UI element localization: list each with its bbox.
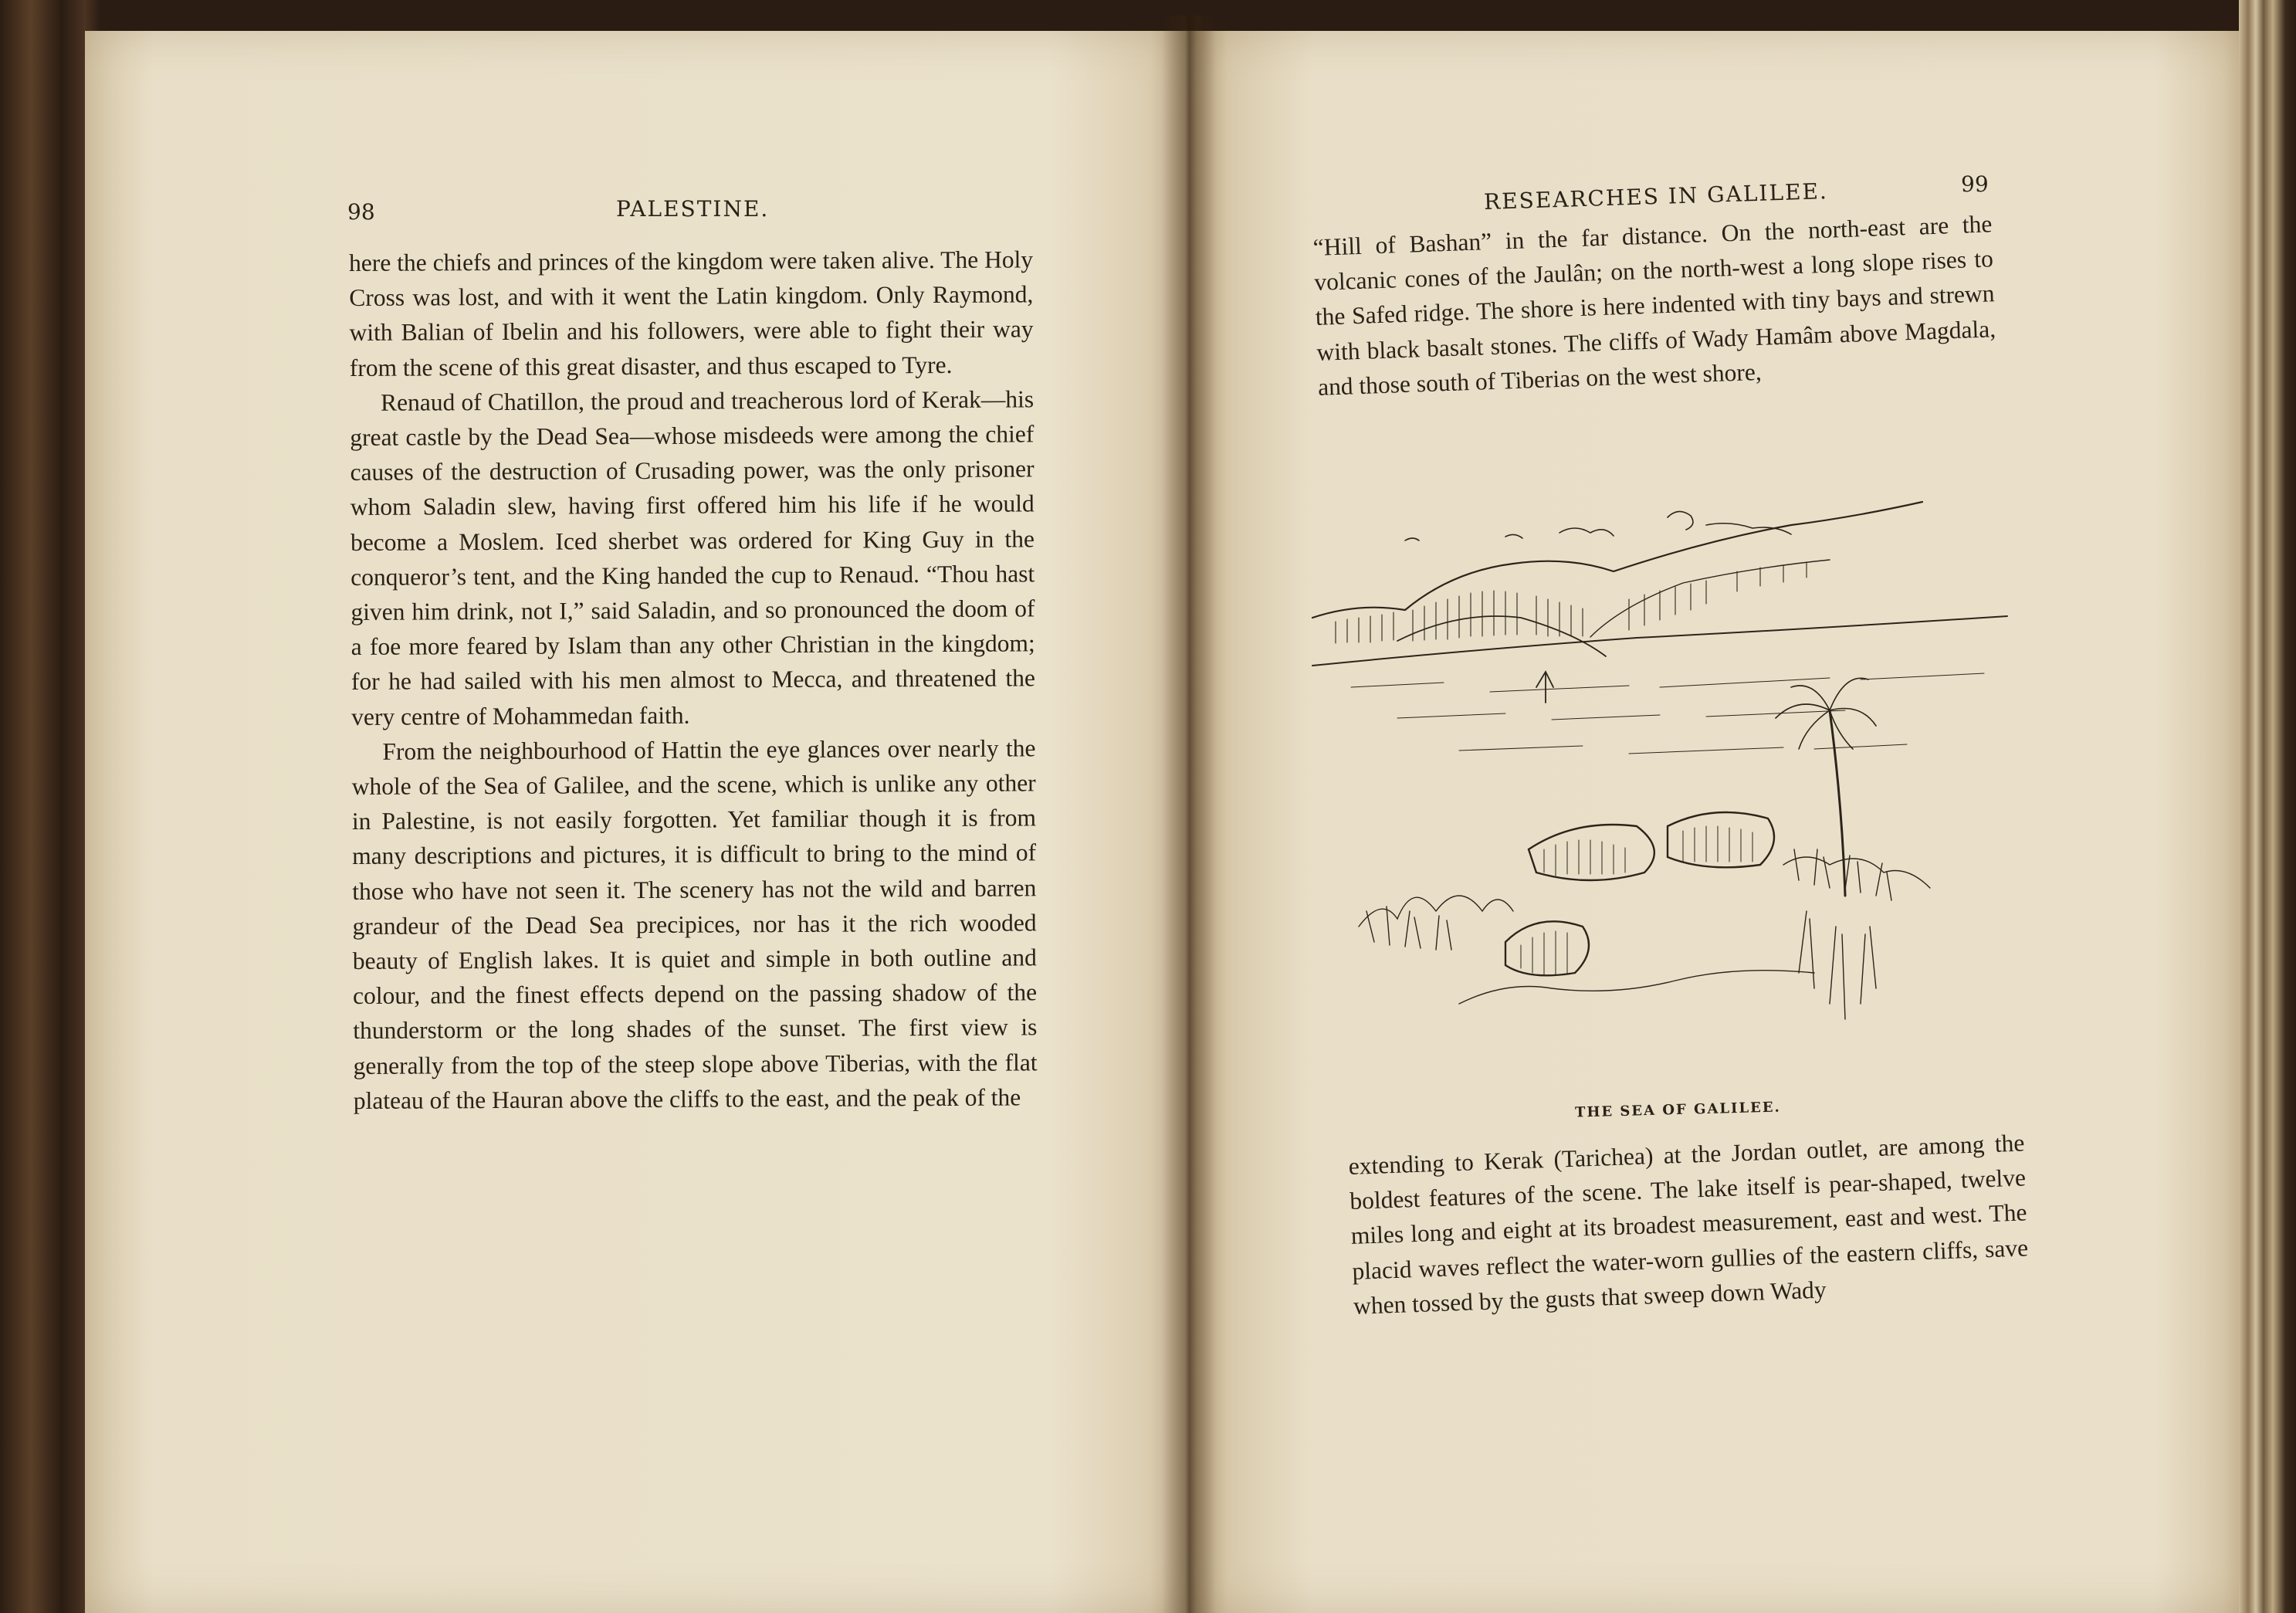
right-running-head: RESEARCHES IN GALILEE. bbox=[1483, 178, 1829, 215]
left-running-head: PALESTINE. bbox=[616, 196, 770, 222]
paragraph: From the neighbourhood of Hattin the eye glances over nearly the whole of the Sea of Galilee, and the scene, which is unlike any other in Palestine, is not easily forgotten. Yet familiar though it is from many descriptions and pictures, it is difficult to bring to the mind of those who have not seen it. The scenery has not the wild and barren grandeur of the Dead Sea precipices, nor has it the rich wooded beauty of English lakes. It is quiet and simple in both outline and colour, and the finest effects depend on the passing shadow of the thunderstorm or the long shades of the sunset. The first view is generally from the top of the steep slope above Tiberias, with the flat plateau of the Hauran above the cliffs to the east, and the peak of the bbox=[351, 734, 1038, 1114]
paragraph: here the chiefs and princes of the kingdom were taken alive. The Holy Cross was lost, and with it went the Latin kingdom. Only Raymond, with Balian of Ibelin and his followers, were able to fight their way from the scene of this great disaster, and thus escaped to Tyre. bbox=[349, 246, 1034, 381]
paragraph: Renaud of Chatillon, the proud and treacherous lord of Kerak—his great castle by the Dead Sea—whose misdeeds were among the chief causes of the destruction of Crusading power, was the only prisoner whom Saladin slew, having first offered him his life if he would become a Moslem. Iced sherbet was ordered for King Guy in the conqueror’s tent, and the King handed the cup to Renaud. “Thou hast given him drink, not I,” said Saladin, and so pronounced the doom of a foe more feared by Islam than any other Christian in the kingdom; for he had sailed with his men almost to Mecca, and threatened the very centre of Mohammedan faith. bbox=[350, 385, 1036, 730]
left-page-body bbox=[349, 242, 1038, 1118]
paragraph: “Hill of Bashan” in the far distance. On the north-east are the volcanic cones of the Jaulân; on the north-west a long slope rises to the Safed ridge. The shore is here indented with tiny bays and strewn with black basalt stones. The cliffs of Wady Hamâm above Magdala, and those south of Tiberias on the west shore, bbox=[1312, 210, 1996, 401]
right-page-top-text bbox=[1312, 206, 1997, 405]
left-page-number: 98 bbox=[347, 199, 375, 225]
illustration-caption: THE SEA OF GALILEE. bbox=[1574, 1099, 1782, 1121]
paragraph: extending to Kerak (Tarichea) at the Jordan outlet, are among the boldest features of the scene. The lake itself is pear-shaped, twelve miles long and eight at its broadest measurement, east and west. The placid waves reflect the water-worn gullies of the eastern cliffs, save when tossed by the gusts that sweep down Wady bbox=[1348, 1129, 2029, 1320]
right-page-number: 99 bbox=[1961, 171, 1989, 197]
right-page-bottom-text bbox=[1348, 1125, 2030, 1323]
book-gutter bbox=[1162, 15, 1216, 1613]
page-edges bbox=[2239, 0, 2296, 1613]
sea-of-galilee-illustration bbox=[1305, 463, 2023, 1066]
